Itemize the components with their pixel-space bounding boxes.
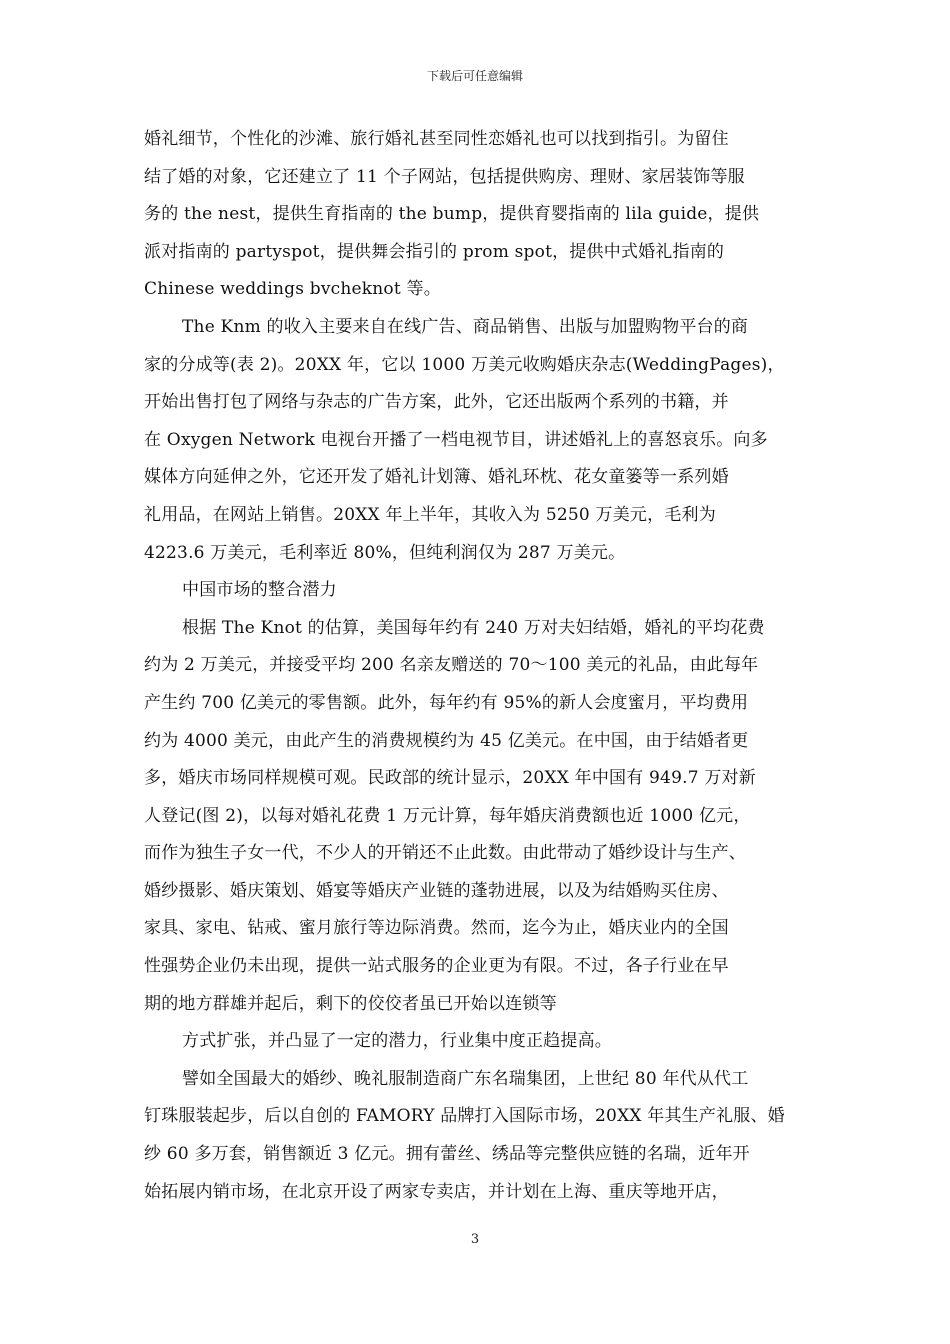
text-line: 多，婚庆市场同样规模可观。民政部的统计显示，20XX 年中国有 949.7 万对新 [144,768,756,789]
paragraph-first-line: 譬如全国最大的婚纱、晚礼服制造商广东名瑞集团，上世纪 80 年代从代工 [182,1068,749,1089]
text-line: 纱 60 多万套，销售额近 3 亿元。拥有蕾丝、绣品等完整供应链的名瑞，近年开 [144,1144,750,1165]
paragraph-first-line: 根据 The Knot 的估算，美国每年约有 240 万对夫妇结婚，婚礼的平均花费 [182,617,765,638]
section-heading: 中国市场的整合潜力 [182,580,337,601]
text-line: Chinese weddings bvcheknot 等。 [144,279,441,300]
text-line: 产生约 700 亿美元的零售额。此外，每年约有 95%的新人会度蜜月，平均费用 [144,692,749,713]
text-line: 婚礼细节，个性化的沙滩、旅行婚礼甚至同性恋婚礼也可以找到指引。为留住 [144,129,729,149]
text-line: 媒体方向延伸之外，它还开发了婚礼计划簿、婚礼环枕、花女童篓等一系列婚 [144,467,729,488]
text-line: 开始出售打包了网络与杂志的广告方案，此外，它还出版两个系列的书籍，并 [144,392,729,413]
text-line: 而作为独生子女一代，不少人的开销还不止此数。由此带动了婚纱设计与生产、 [144,843,746,864]
text-line: 结了婚的对象，它还建立了 11 个子网站，包括提供购房、理财、家居装饰等服 [144,166,745,187]
text-line: 始拓展内销市场，在北京开设了两家专卖店，并计划在上海、重庆等地开店， [144,1181,729,1202]
text-line: 礼用品，在网站上销售。20XX 年上半年，其收入为 5250 万美元，毛利为 [144,504,716,525]
text-line: 家具、家电、钻戒、蜜月旅行等边际消费。然而，迄今为止，婚庆业内的全国 [144,918,729,939]
text-line: 务的 the nest，提供生育指南的 the bump，提供育婴指南的 lila guide，提供 [144,204,760,225]
page-header: 下载后可任意编辑 [426,69,523,83]
text-line: 约为 4000 美元，由此产生的消费规模约为 45 亿美元。在中国，由于结婚者更 [144,730,749,751]
text-line: 人登记(图 2)，以每对婚礼花费 1 万元计算，每年婚庆消费额也近 1000 亿元， [144,805,751,826]
text-line: 4223.6 万美元，毛利率近 80%，但纯利润仅为 287 万美元。 [144,542,626,563]
page-number: 3 [470,1232,480,1247]
paragraph-first-line: The Knm 的收入主要来自在线广告、商品销售、出版与加盟购物平台的商 [182,316,749,337]
text-line: 家的分成等(表 2)。20XX 年，它以 1000 万美元收购婚庆杂志(WeddingPages)， [144,354,785,375]
text-line: 约为 2 万美元，并接受平均 200 名亲友赠送的 70～100 美元的礼品，由此每年 [144,655,759,676]
document-body [144,121,822,1211]
text-line: 钉珠服装起步，后以自创的 FAMORY 品牌打入国际市场，20XX 年其生产礼服、婚 [144,1106,785,1127]
paragraph-first-line: 方式扩张，并凸显了一定的潜力，行业集中度正趋提高。 [182,1031,612,1052]
text-line: 在 Oxygen Network 电视台开播了一档电视节目，讲述婚礼上的喜怒哀乐。向多 [144,429,768,450]
text-line: 派对指南的 partyspot，提供舞会指引的 prom spot，提供中式婚礼指南的 [144,241,725,262]
text-line: 性强势企业仍未出现，提供一站式服务的企业更为有限。不过，各子行业在早 [144,956,729,977]
text-line: 婚纱摄影、婚庆策划、婚宴等婚庆产业链的蓬勃进展，以及为结婚购买住房、 [144,880,729,901]
text-line: 期的地方群雄并起后，剩下的佼佼者虽已开始以连锁等 [144,993,557,1014]
